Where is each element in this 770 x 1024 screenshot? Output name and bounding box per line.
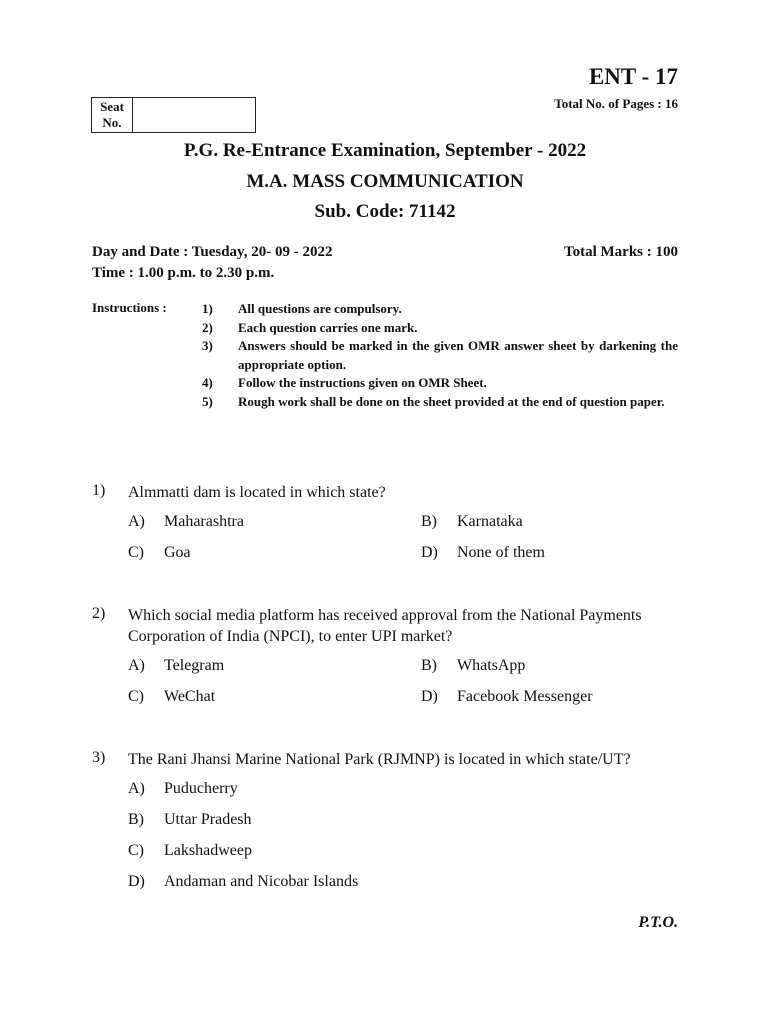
seat-number-box bbox=[91, 97, 256, 133]
instruction-text: Answers should be marked in the given OMR answer sheet by darkening the appropriate option. bbox=[238, 338, 678, 372]
option-letter: D) bbox=[421, 544, 438, 561]
day-date: Day and Date : Tuesday, 20- 09 - 2022 bbox=[92, 244, 333, 260]
paper-code: ENT - 17 bbox=[588, 64, 678, 89]
option-text: Andaman and Nicobar Islands bbox=[164, 873, 359, 890]
question-text: Almmatti dam is located in which state? bbox=[128, 484, 386, 501]
total-marks: Total Marks : 100 bbox=[563, 244, 678, 260]
option-c bbox=[128, 842, 252, 860]
exam-time: Time : 1.00 p.m. to 2.30 p.m. bbox=[92, 265, 275, 281]
option-letter: C) bbox=[128, 842, 144, 859]
option-d bbox=[128, 873, 358, 891]
option-text: Lakshadweep bbox=[164, 842, 252, 859]
option-text: WhatsApp bbox=[457, 657, 526, 674]
option-d bbox=[421, 688, 593, 706]
question-text: Which social media platform has received approval from the National Payments Corporation of India (NPCI), to enter UPI market? bbox=[128, 607, 642, 645]
total-pages: Total No. of Pages : 16 bbox=[554, 96, 678, 111]
seat-number-field bbox=[133, 98, 255, 132]
option-text: None of them bbox=[457, 544, 545, 561]
instructions-list bbox=[202, 300, 678, 411]
option-b bbox=[128, 811, 252, 829]
option-a bbox=[128, 780, 238, 798]
option-letter: D) bbox=[421, 688, 438, 705]
option-text: Goa bbox=[164, 544, 191, 561]
option-c bbox=[128, 688, 215, 706]
subject-title: M.A. MASS COMMUNICATION bbox=[246, 171, 524, 192]
option-text: Karnataka bbox=[457, 513, 523, 530]
option-text: Puducherry bbox=[164, 780, 238, 797]
instruction-item bbox=[202, 319, 678, 338]
instruction-number: 1) bbox=[202, 301, 213, 316]
option-text: Uttar Pradesh bbox=[164, 811, 252, 828]
instruction-item bbox=[202, 374, 678, 393]
instruction-number: 2) bbox=[202, 319, 213, 335]
pto-marker: P.T.O. bbox=[638, 914, 678, 931]
instruction-text: Follow the instructions given on OMR Sheet. bbox=[238, 375, 487, 390]
instruction-text: Each question carries one mark. bbox=[238, 319, 418, 335]
option-b bbox=[421, 513, 523, 531]
option-b bbox=[421, 657, 525, 675]
instruction-text: All questions are compulsory. bbox=[238, 301, 402, 316]
instruction-item bbox=[202, 300, 678, 319]
instruction-number: 3) bbox=[202, 338, 213, 353]
option-letter: B) bbox=[128, 811, 144, 828]
instructions-label: Instructions : bbox=[92, 300, 167, 315]
question-number: 2) bbox=[92, 605, 106, 622]
option-text: WeChat bbox=[164, 688, 216, 705]
option-letter: A) bbox=[128, 513, 145, 530]
option-d bbox=[421, 544, 545, 562]
option-letter: B) bbox=[421, 513, 437, 530]
question-number: 1) bbox=[92, 482, 106, 499]
sub-code: Sub. Code: 71142 bbox=[314, 201, 456, 222]
instruction-item bbox=[202, 337, 678, 374]
option-text: Facebook Messenger bbox=[457, 688, 593, 705]
option-letter: C) bbox=[128, 688, 144, 705]
option-a bbox=[128, 513, 244, 531]
option-letter: C) bbox=[128, 544, 144, 561]
option-letter: A) bbox=[128, 657, 145, 674]
option-text: Telegram bbox=[164, 657, 225, 674]
question-number: 3) bbox=[92, 749, 106, 766]
instruction-text: Rough work shall be done on the sheet provided at the end of question paper. bbox=[238, 393, 665, 409]
seat-label: Seat No. bbox=[92, 98, 133, 132]
option-text: Maharashtra bbox=[164, 513, 244, 530]
option-letter: A) bbox=[128, 780, 145, 797]
option-c bbox=[128, 544, 191, 562]
instruction-item bbox=[202, 393, 678, 412]
option-a bbox=[128, 657, 224, 675]
option-letter: D) bbox=[128, 873, 145, 890]
exam-title: P.G. Re-Entrance Examination, September - 2022 bbox=[183, 140, 587, 161]
question-text: The Rani Jhansi Marine National Park (RJMNP) is located in which state/UT? bbox=[128, 751, 631, 768]
option-letter: B) bbox=[421, 657, 437, 674]
instruction-number: 5) bbox=[202, 393, 213, 409]
instruction-number: 4) bbox=[202, 375, 213, 390]
